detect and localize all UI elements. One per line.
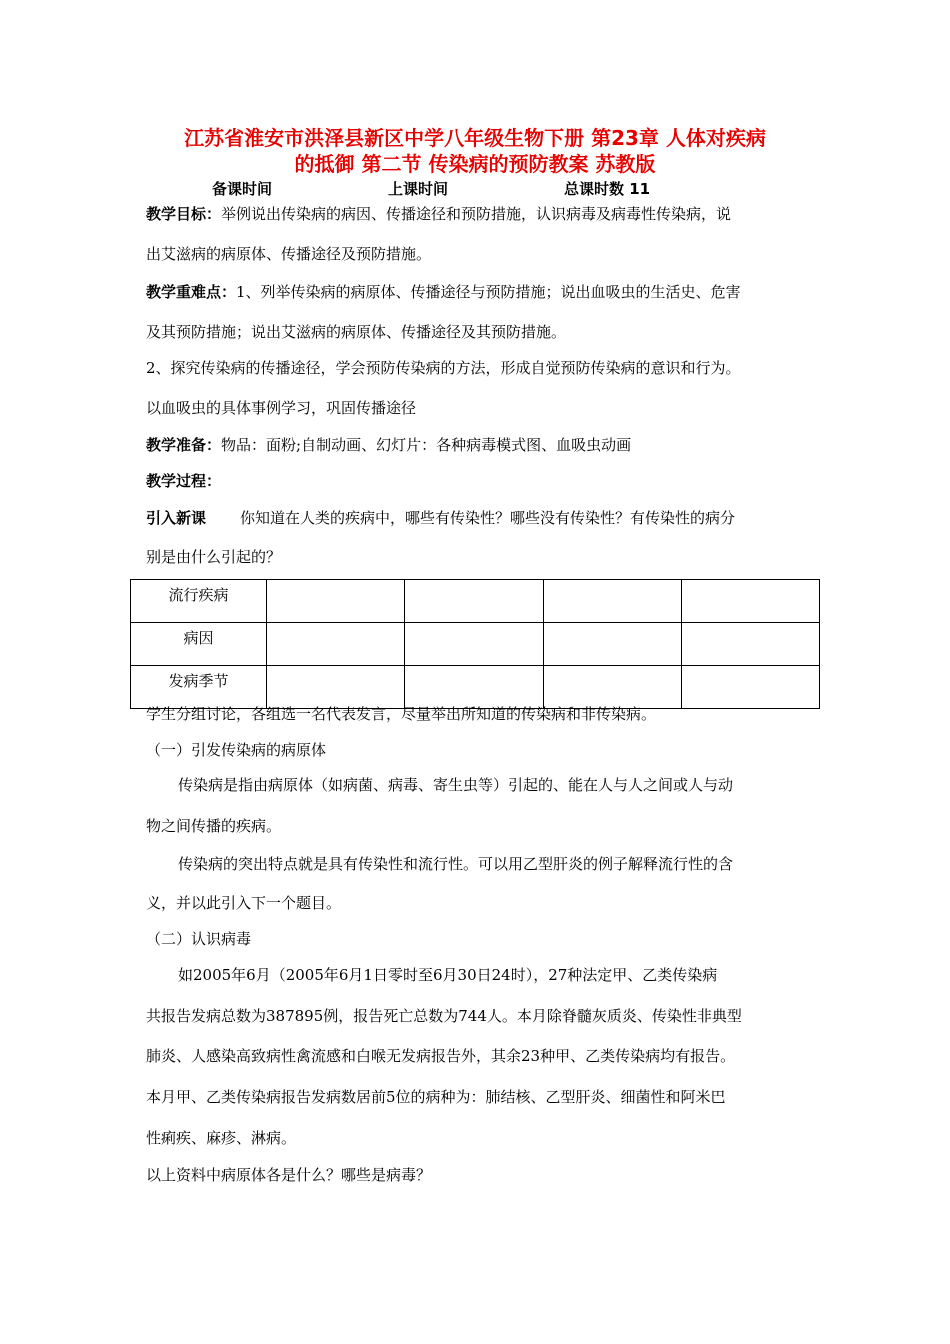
section2-line5: 性痢疾、麻疹、淋病。 <box>146 1129 297 1147</box>
section2-question: 以上资料中病原体各是什么？哪些是病毒？ <box>146 1166 432 1184</box>
keypoints-label: 教学重难点： <box>146 283 237 301</box>
section1-p2-line1: 传染病的突出特点就是具有传染性和流行性。可以用乙型肝炎的例子解释流行性的含 <box>178 855 734 873</box>
discussion-text: 学生分组讨论，各组选一名代表发言，尽量举出所知道的传染病和非传染病。 <box>146 705 657 723</box>
table-cell <box>543 623 681 666</box>
table-cell <box>405 623 543 666</box>
table-row-header: 病因 <box>131 623 267 666</box>
disease-table <box>130 579 820 709</box>
section2-heading: （二）认识病毒 <box>146 930 252 948</box>
intro-label: 引入新课 <box>146 509 207 527</box>
goals-text1: 举例说出传染病的病因、传播途径和预防措施，认识病毒及病毒性传染病，说 <box>221 205 732 223</box>
prep-label: 教学准备： <box>146 436 222 454</box>
section2-line2: 共报告发病总数为387895例，报告死亡总数为744人。本月除脊髓灰质炎、传染性非典型 <box>146 1007 742 1025</box>
table-row-header: 流行疾病 <box>131 580 267 623</box>
doc-title-line1: 江苏省淮安市洪泽县新区中学八年级生物下册 第23章 人体对疾病 <box>184 126 766 150</box>
prep-time-label: 备课时间 <box>212 180 273 198</box>
table-cell <box>681 623 819 666</box>
table-cell <box>543 580 681 623</box>
intro-text1: 你知道在人类的疾病中，哪些有传染性？哪些没有传染性？有传染性的病分 <box>240 509 736 527</box>
goals-line1 <box>146 203 818 224</box>
prep-text: 物品：面粉;自制动画、幻灯片：各种病毒模式图、血吸虫动画 <box>221 436 632 454</box>
section1-heading: （一）引发传染病的病原体 <box>146 741 327 759</box>
section2-line4: 本月甲、乙类传染病报告发病数居前5位的病种为：肺结核、乙型肝炎、细菌性和阿米巴 <box>146 1088 726 1106</box>
table-row-header: 发病季节 <box>131 666 267 709</box>
table-row <box>131 580 820 623</box>
goals-text2: 出艾滋病的病原体、传播途径及预防措施。 <box>146 245 432 263</box>
table-cell <box>267 623 405 666</box>
keypoints-text1: 1、列举传染病的病原体、传播途径与预防措施；说出血吸虫的生活史、危害 <box>236 283 741 301</box>
section1-p1-line1: 传染病是指由病原体（如病菌、病毒、寄生虫等）引起的、能在人与人之间或人与动 <box>178 776 734 794</box>
prep-line <box>146 434 818 455</box>
table-cell <box>267 580 405 623</box>
table-row <box>131 623 820 666</box>
table-cell <box>405 580 543 623</box>
process-label: 教学过程： <box>146 472 222 490</box>
keypoints-text2: 及其预防措施；说出艾滋病的病原体、传播途径及其预防措施。 <box>146 323 567 341</box>
keypoints-line1 <box>146 281 818 302</box>
class-time-label: 上课时间 <box>388 180 449 198</box>
doc-title-line2: 的抵御 第二节 传染病的预防教案 苏教版 <box>294 152 656 176</box>
section2-line3: 肺炎、人感染高致病性禽流感和白喉无发病报告外，其余23种甲、乙类传染病均有报告。 <box>146 1047 736 1065</box>
intro-line1 <box>146 507 818 528</box>
table-cell <box>681 580 819 623</box>
keypoints-text4: 以血吸虫的具体事例学习，巩固传播途径 <box>146 399 417 417</box>
keypoints-text3: 2、探究传染病的传播途径，学会预防传染病的方法，形成自觉预防传染病的意识和行为。 <box>146 359 741 377</box>
section2-line1: 如2005年6月（2005年6月1日零时至6月30日24时），27种法定甲、乙类传染病 <box>178 966 718 984</box>
section1-p2-line2: 义，并以此引入下一个题目。 <box>146 894 342 912</box>
intro-text2: 别是由什么引起的？ <box>146 548 282 566</box>
goals-label: 教学目标： <box>146 205 222 223</box>
section1-p1-line2: 物之间传播的疾病。 <box>146 817 282 835</box>
total-hours-label: 总课时数 11 <box>564 180 651 198</box>
